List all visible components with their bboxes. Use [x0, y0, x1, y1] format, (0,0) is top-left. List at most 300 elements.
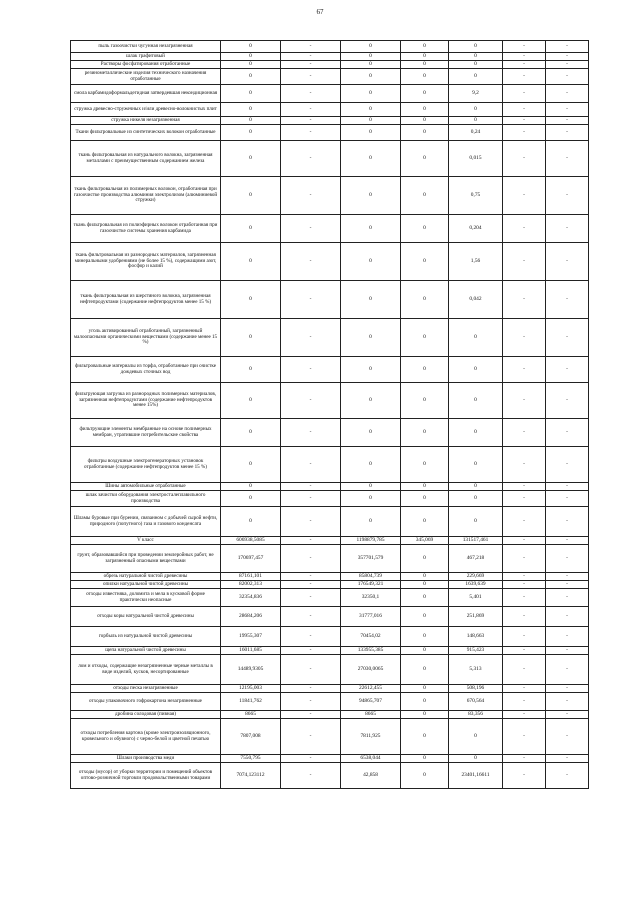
value-cell-2: -: [281, 69, 341, 85]
table-row: [71, 85, 589, 103]
waste-name-cell: щепа натуральной чистой древесины: [71, 647, 221, 655]
value-cell-4: 0: [401, 719, 449, 755]
value-cell-7: -: [546, 573, 589, 581]
waste-name-cell: стружка никеля незагрязненная: [71, 117, 221, 125]
value-cell-2: -: [281, 537, 341, 545]
value-cell-3: 0: [341, 103, 401, 117]
waste-name-cell: отходы песка незагрязненные: [71, 685, 221, 693]
value-cell-4: 0: [401, 763, 449, 789]
value-cell-6: -: [503, 141, 546, 177]
value-cell-5: 0: [449, 483, 503, 491]
value-cell-4: 0: [401, 419, 449, 447]
table-row: [71, 537, 589, 545]
value-cell-1: 0: [221, 491, 281, 507]
value-cell-4: 0: [401, 61, 449, 69]
value-cell-7: -: [546, 53, 589, 61]
value-cell-3: 27030,0065: [341, 655, 401, 685]
value-cell-4: 0: [401, 319, 449, 357]
value-cell-3: 42,858: [341, 763, 401, 789]
waste-name-cell: смола карбамидоформальдегидная затвердевшая некондиционная: [71, 85, 221, 103]
table-row: [71, 215, 589, 243]
value-cell-4: 0: [401, 685, 449, 693]
waste-name-cell: резинометаллические изделия технического назначения отработанные: [71, 69, 221, 85]
value-cell-4: 0: [401, 693, 449, 711]
value-cell-1: 0: [221, 383, 281, 419]
value-cell-4: 0: [401, 711, 449, 719]
value-cell-7: -: [546, 545, 589, 573]
value-cell-2: -: [281, 581, 341, 589]
value-cell-3: 94865,707: [341, 693, 401, 711]
table-row: [71, 655, 589, 685]
value-cell-6: -: [503, 655, 546, 685]
value-cell-1: 0: [221, 507, 281, 537]
value-cell-2: -: [281, 647, 341, 655]
value-cell-5: 508,196: [449, 685, 503, 693]
value-cell-3: 0: [341, 125, 401, 141]
value-cell-2: -: [281, 447, 341, 483]
value-cell-5: 0,015: [449, 141, 503, 177]
waste-name-cell: горбыль из натуральной чистой древесины: [71, 627, 221, 647]
table-row: [71, 711, 589, 719]
value-cell-3: 0: [341, 419, 401, 447]
value-cell-6: -: [503, 215, 546, 243]
value-cell-2: -: [281, 41, 341, 53]
table-row: [71, 491, 589, 507]
waste-name-cell: стружка древесно-стружечных и/или древесно-волокнистых плит: [71, 103, 221, 117]
value-cell-7: -: [546, 685, 589, 693]
value-cell-5: 0: [449, 61, 503, 69]
value-cell-3: 0: [341, 243, 401, 281]
value-cell-5: 0,204: [449, 215, 503, 243]
value-cell-5: 0,75: [449, 177, 503, 215]
value-cell-4: 0: [401, 103, 449, 117]
value-cell-2: -: [281, 141, 341, 177]
value-cell-3: 357701,579: [341, 545, 401, 573]
value-cell-2: -: [281, 711, 341, 719]
value-cell-5: 0: [449, 53, 503, 61]
value-cell-3: 0: [341, 85, 401, 103]
value-cell-3: 0: [341, 41, 401, 53]
table-row: [71, 41, 589, 53]
table-row: [71, 61, 589, 69]
value-cell-1: 19955,307: [221, 627, 281, 647]
value-cell-4: 0: [401, 281, 449, 319]
value-cell-3: 0: [341, 141, 401, 177]
value-cell-1: 0: [221, 61, 281, 69]
value-cell-3: 0: [341, 383, 401, 419]
table-row: [71, 589, 589, 607]
value-cell-6: -: [503, 125, 546, 141]
value-cell-2: -: [281, 103, 341, 117]
value-cell-7: -: [546, 607, 589, 627]
value-cell-1: 0: [221, 319, 281, 357]
waste-name-cell: отходы потребления картона (кроме электроизоляционного, кровельного и обувного) с черно-белой и цветной печатью: [71, 719, 221, 755]
value-cell-2: -: [281, 319, 341, 357]
value-cell-6: -: [503, 763, 546, 789]
value-cell-2: -: [281, 215, 341, 243]
value-cell-5: 5,401: [449, 589, 503, 607]
value-cell-7: -: [546, 319, 589, 357]
value-cell-6: -: [503, 537, 546, 545]
value-cell-3: 22612,455: [341, 685, 401, 693]
value-cell-6: -: [503, 383, 546, 419]
waste-name-cell: Шлаки производства меди: [71, 755, 221, 763]
value-cell-7: -: [546, 103, 589, 117]
value-cell-3: 8665: [341, 711, 401, 719]
value-cell-4: 345,069: [401, 537, 449, 545]
value-cell-7: -: [546, 627, 589, 647]
waste-name-cell: ткань фильтровальная из полиэфирных волокон отработанная при газоочистке системы хранения карбамида: [71, 215, 221, 243]
value-cell-7: -: [546, 655, 589, 685]
waste-name-cell: ткань фильтровальная из натурального волокна, загрязненная металлами с преимущественным содержанием железа: [71, 141, 221, 177]
waste-name-cell: шлак зачистки оборудования электросталеплавильного производства: [71, 491, 221, 507]
waste-name-cell: V класс: [71, 537, 221, 545]
value-cell-2: -: [281, 627, 341, 647]
value-cell-5: 5,313: [449, 655, 503, 685]
value-cell-2: -: [281, 117, 341, 125]
value-cell-1: 0: [221, 243, 281, 281]
value-cell-5: 229,669: [449, 573, 503, 581]
value-cell-3: 7811,925: [341, 719, 401, 755]
value-cell-1: 12195,003: [221, 685, 281, 693]
table-row: [71, 383, 589, 419]
value-cell-6: -: [503, 41, 546, 53]
value-cell-2: -: [281, 491, 341, 507]
value-cell-4: 0: [401, 53, 449, 61]
waste-name-cell: ткань фильтровальная из полимерных волокон, отработанная при газоочистке производства алюминия электролизом (алюминиевой стружки): [71, 177, 221, 215]
value-cell-5: 915,423: [449, 647, 503, 655]
value-cell-7: -: [546, 215, 589, 243]
value-cell-6: -: [503, 281, 546, 319]
value-cell-5: 1,56: [449, 243, 503, 281]
value-cell-5: 0: [449, 507, 503, 537]
value-cell-3: 0: [341, 69, 401, 85]
table-row: [71, 507, 589, 537]
table-row: [71, 141, 589, 177]
value-cell-5: 0: [449, 41, 503, 53]
value-cell-1: 0: [221, 53, 281, 61]
waste-name-cell: грунт, образовавшийся при проведении землеройных работ, не загрязненный опасными веществами: [71, 545, 221, 573]
value-cell-4: 0: [401, 655, 449, 685]
value-cell-2: -: [281, 177, 341, 215]
value-cell-3: 0: [341, 53, 401, 61]
table-row: [71, 357, 589, 383]
value-cell-1: 82002,313: [221, 581, 281, 589]
waste-name-cell: отходы упаковочного гофрокартона незагрязненные: [71, 693, 221, 711]
waste-name-cell: лом и отходы, содержащие незагрязненные черные металлы в виде изделий, кусков, несортированные: [71, 655, 221, 685]
value-cell-4: 0: [401, 573, 449, 581]
value-cell-5: 467,218: [449, 545, 503, 573]
value-cell-5: 0: [449, 491, 503, 507]
table-row: [71, 763, 589, 789]
value-cell-5: 0: [449, 319, 503, 357]
value-cell-7: -: [546, 647, 589, 655]
value-cell-3: 176549,321: [341, 581, 401, 589]
value-cell-1: 0: [221, 41, 281, 53]
value-cell-3: 0: [341, 357, 401, 383]
value-cell-7: -: [546, 589, 589, 607]
value-cell-3: 133955,385: [341, 647, 401, 655]
value-cell-1: 0: [221, 419, 281, 447]
table-row: [71, 243, 589, 281]
value-cell-5: 148,663: [449, 627, 503, 647]
value-cell-7: -: [546, 763, 589, 789]
value-cell-6: -: [503, 85, 546, 103]
value-cell-3: 0: [341, 319, 401, 357]
waste-name-cell: фильтры воздушные электрогенераторных установок отработанные (содержание нефтепродуктов менее 15 %): [71, 447, 221, 483]
value-cell-5: 83,356: [449, 711, 503, 719]
value-cell-7: -: [546, 117, 589, 125]
waste-name-cell: опилки натуральной чистой древесины: [71, 581, 221, 589]
value-cell-5: 0: [449, 103, 503, 117]
value-cell-4: 0: [401, 447, 449, 483]
value-cell-1: 0: [221, 215, 281, 243]
table-row: [71, 117, 589, 125]
value-cell-4: 0: [401, 607, 449, 627]
value-cell-7: -: [546, 281, 589, 319]
value-cell-1: 0: [221, 357, 281, 383]
value-cell-4: 0: [401, 357, 449, 383]
waste-name-cell: уголь активированный отработанный, загрязненный малоопасными органическими веществами (содержание менее 15 %): [71, 319, 221, 357]
value-cell-3: 0: [341, 177, 401, 215]
value-cell-1: 7550,795: [221, 755, 281, 763]
waste-name-cell: Ткани фильтровальные из синтетических волокон отработанные: [71, 125, 221, 141]
value-cell-7: -: [546, 447, 589, 483]
value-cell-4: 0: [401, 507, 449, 537]
value-cell-7: -: [546, 693, 589, 711]
waste-name-cell: Шламы буровые при бурении, связанном с добычей сырой нефти, природного (попутного) газа и газового конденсата: [71, 507, 221, 537]
value-cell-6: -: [503, 507, 546, 537]
value-cell-1: 0: [221, 117, 281, 125]
table-row: [71, 755, 589, 763]
table-row: [71, 483, 589, 491]
waste-name-cell: шлак графитовый: [71, 53, 221, 61]
value-cell-2: -: [281, 755, 341, 763]
value-cell-1: 0: [221, 85, 281, 103]
value-cell-6: -: [503, 243, 546, 281]
value-cell-6: -: [503, 627, 546, 647]
value-cell-6: -: [503, 711, 546, 719]
value-cell-6: -: [503, 685, 546, 693]
value-cell-3: 0: [341, 281, 401, 319]
value-cell-1: 8665: [221, 711, 281, 719]
value-cell-4: 0: [401, 627, 449, 647]
value-cell-2: -: [281, 357, 341, 383]
value-cell-4: 0: [401, 755, 449, 763]
value-cell-1: 0: [221, 103, 281, 117]
value-cell-4: 0: [401, 69, 449, 85]
value-cell-4: 0: [401, 243, 449, 281]
table-row: [71, 581, 589, 589]
value-cell-7: -: [546, 125, 589, 141]
waste-name-cell: фильтрующие элементы мембранные на основе полимерных мембран, утратившие потребительские свойства: [71, 419, 221, 447]
value-cell-3: 0: [341, 117, 401, 125]
value-cell-7: -: [546, 537, 589, 545]
value-cell-1: 0: [221, 483, 281, 491]
value-cell-6: -: [503, 755, 546, 763]
value-cell-5: 0: [449, 419, 503, 447]
table-row: [71, 419, 589, 447]
value-cell-2: -: [281, 419, 341, 447]
value-cell-5: 0: [449, 69, 503, 85]
waste-name-cell: отходы (мусор) от уборки территории и помещений объектов оптово-розничной торговли продовольственными товарами: [71, 763, 221, 789]
value-cell-7: -: [546, 711, 589, 719]
value-cell-7: -: [546, 41, 589, 53]
value-cell-7: -: [546, 383, 589, 419]
value-cell-6: -: [503, 589, 546, 607]
table-row: [71, 685, 589, 693]
value-cell-6: -: [503, 69, 546, 85]
value-cell-6: -: [503, 319, 546, 357]
value-cell-4: 0: [401, 215, 449, 243]
waste-name-cell: фильтровальные материалы из торфа, отработанные при очистке дождевых сточных вод: [71, 357, 221, 383]
value-cell-1: 0: [221, 125, 281, 141]
value-cell-2: -: [281, 53, 341, 61]
value-cell-5: 0,042: [449, 281, 503, 319]
value-cell-7: -: [546, 491, 589, 507]
value-cell-7: -: [546, 85, 589, 103]
page-number: 67: [316, 8, 324, 16]
table-row: [71, 69, 589, 85]
value-cell-1: 32354,836: [221, 589, 281, 607]
table-row: [71, 447, 589, 483]
table-row: [71, 281, 589, 319]
value-cell-2: -: [281, 589, 341, 607]
value-cell-2: -: [281, 507, 341, 537]
value-cell-6: -: [503, 719, 546, 755]
value-cell-3: 31777,016: [341, 607, 401, 627]
value-cell-6: -: [503, 419, 546, 447]
value-cell-1: 170697,457: [221, 545, 281, 573]
value-cell-3: 85804,739: [341, 573, 401, 581]
table-row: [71, 125, 589, 141]
value-cell-2: -: [281, 125, 341, 141]
value-cell-6: -: [503, 693, 546, 711]
value-cell-6: -: [503, 357, 546, 383]
value-cell-1: 0: [221, 141, 281, 177]
value-cell-7: -: [546, 507, 589, 537]
value-cell-2: -: [281, 61, 341, 69]
value-cell-4: 0: [401, 85, 449, 103]
value-cell-5: 0: [449, 357, 503, 383]
value-cell-5: 670,564: [449, 693, 503, 711]
value-cell-1: 0: [221, 69, 281, 85]
value-cell-3: 6538,044: [341, 755, 401, 763]
value-cell-1: 11841,762: [221, 693, 281, 711]
value-cell-5: 251,869: [449, 607, 503, 627]
value-cell-4: 0: [401, 41, 449, 53]
value-cell-3: 1198879,785: [341, 537, 401, 545]
table-row: [71, 693, 589, 711]
value-cell-7: -: [546, 483, 589, 491]
waste-name-cell: отходы известняка, доломита и мела в кусковой форме практически неопасные: [71, 589, 221, 607]
value-cell-1: 0: [221, 281, 281, 319]
value-cell-4: 0: [401, 383, 449, 419]
table-row: [71, 545, 589, 573]
value-cell-5: 0: [449, 117, 503, 125]
value-cell-3: 0: [341, 215, 401, 243]
value-cell-2: -: [281, 685, 341, 693]
value-cell-1: 28684,206: [221, 607, 281, 627]
value-cell-4: 0: [401, 117, 449, 125]
waste-name-cell: Шины автомобильные отработанные: [71, 483, 221, 491]
value-cell-6: -: [503, 607, 546, 627]
table-row: [71, 53, 589, 61]
value-cell-1: 16011,685: [221, 647, 281, 655]
value-cell-2: -: [281, 243, 341, 281]
value-cell-1: 7807,008: [221, 719, 281, 755]
value-cell-2: -: [281, 383, 341, 419]
value-cell-7: -: [546, 141, 589, 177]
value-cell-4: 0: [401, 125, 449, 141]
value-cell-6: -: [503, 117, 546, 125]
value-cell-2: -: [281, 763, 341, 789]
value-cell-2: -: [281, 693, 341, 711]
value-cell-7: -: [546, 61, 589, 69]
value-cell-2: -: [281, 281, 341, 319]
waste-name-cell: фильтрующая загрузка из разнородных полимерных материалов, загрязненная нефтепродуктами (содержание нефтепродуктов менее 15%): [71, 383, 221, 419]
value-cell-1: 7074,123112: [221, 763, 281, 789]
value-cell-6: -: [503, 483, 546, 491]
value-cell-5: 0: [449, 383, 503, 419]
value-cell-3: 0: [341, 491, 401, 507]
waste-name-cell: отходы коры натуральной чистой древесины: [71, 607, 221, 627]
value-cell-7: -: [546, 719, 589, 755]
value-cell-5: 0,24: [449, 125, 503, 141]
value-cell-7: -: [546, 177, 589, 215]
table-row: [71, 319, 589, 357]
value-cell-1: 87161,101: [221, 573, 281, 581]
value-cell-4: 0: [401, 141, 449, 177]
value-cell-4: 0: [401, 647, 449, 655]
value-cell-5: 0: [449, 447, 503, 483]
value-cell-2: -: [281, 719, 341, 755]
value-cell-5: 23401,16611: [449, 763, 503, 789]
value-cell-4: 0: [401, 491, 449, 507]
value-cell-3: 0: [341, 483, 401, 491]
table-row: [71, 719, 589, 755]
value-cell-4: 0: [401, 545, 449, 573]
value-cell-6: -: [503, 491, 546, 507]
waste-name-cell: дробина солодовая (пивная): [71, 711, 221, 719]
value-cell-1: 0: [221, 447, 281, 483]
waste-table: [70, 40, 589, 789]
value-cell-1: 0: [221, 177, 281, 215]
value-cell-3: 70454,02: [341, 627, 401, 647]
value-cell-6: -: [503, 581, 546, 589]
value-cell-6: -: [503, 61, 546, 69]
waste-name-cell: обрезь натуральной чистой древесины: [71, 573, 221, 581]
value-cell-6: -: [503, 545, 546, 573]
value-cell-7: -: [546, 419, 589, 447]
value-cell-5: 0: [449, 755, 503, 763]
value-cell-2: -: [281, 85, 341, 103]
table-row: [71, 573, 589, 581]
value-cell-6: -: [503, 573, 546, 581]
table-row: [71, 103, 589, 117]
value-cell-3: 0: [341, 507, 401, 537]
value-cell-1: 14489,9305: [221, 655, 281, 685]
value-cell-4: 0: [401, 581, 449, 589]
value-cell-7: -: [546, 243, 589, 281]
waste-name-cell: Растворы фосфатирования отработанные: [71, 61, 221, 69]
waste-name-cell: ткань фильтровальная из шерстяного волокна, загрязненная нефтепродуктами (содержание нефтепродуктов менее 15 %): [71, 281, 221, 319]
table-row: [71, 647, 589, 655]
value-cell-7: -: [546, 755, 589, 763]
value-cell-6: -: [503, 103, 546, 117]
value-cell-2: -: [281, 655, 341, 685]
value-cell-4: 0: [401, 589, 449, 607]
